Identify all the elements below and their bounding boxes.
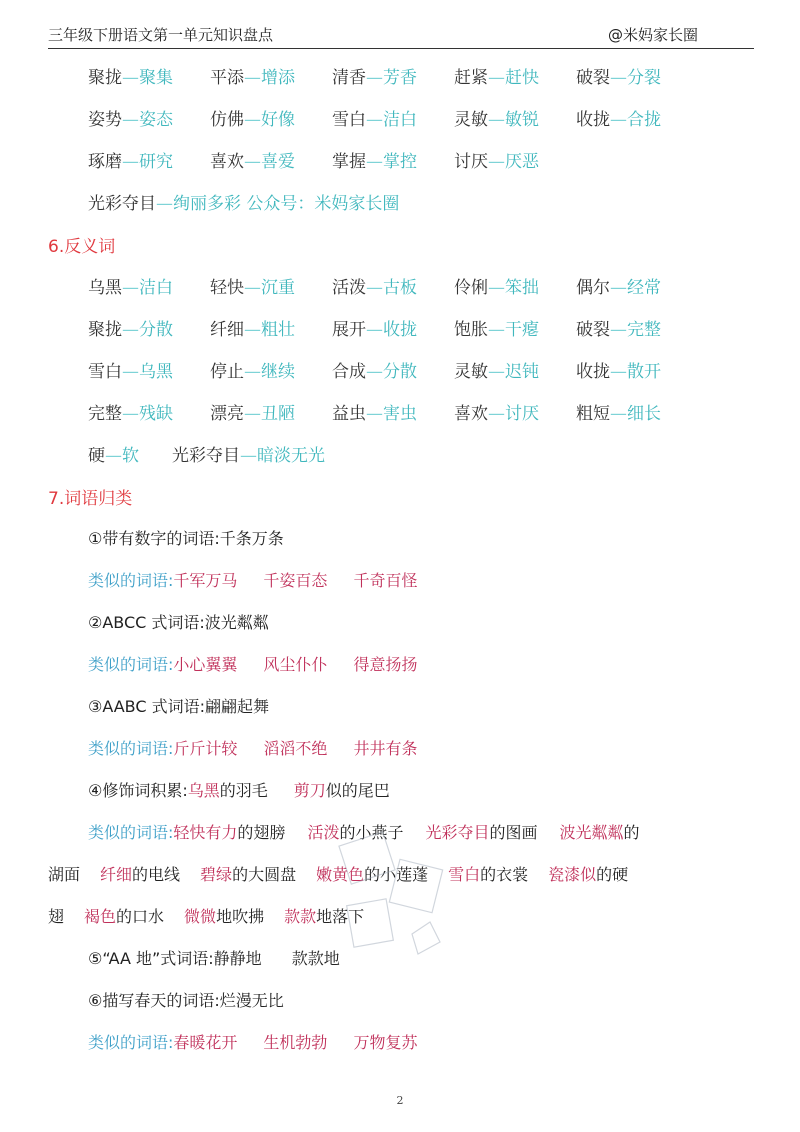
- word-pair: 讨厌—厌恶: [454, 152, 539, 172]
- word-pair: 漂亮—丑陋: [210, 404, 295, 424]
- similar-label: 类似的词语:: [88, 823, 174, 842]
- word-pair: 光彩夺目—绚丽多彩 公众号：米妈家长圈: [88, 194, 400, 214]
- page-number: 2: [396, 1094, 404, 1107]
- word-pair: 仿佛—好像: [210, 110, 295, 130]
- similar-label: 类似的词语:: [88, 571, 174, 590]
- word-pair: 赶紧—赶快: [454, 68, 539, 88]
- word-pair: 展开—收拢: [332, 320, 417, 340]
- word-pair: 停止—继续: [210, 362, 295, 382]
- word-pair: 清香—芳香: [332, 68, 417, 88]
- similar-words-4-continued: 翅 褐色的口水 微微地吹拂 款款地落下: [48, 907, 365, 926]
- word-pair: 乌黑—洁白: [88, 278, 173, 298]
- similar-words-6: 类似的词语:春暖花开 生机勃勃 万物复苏: [88, 1033, 418, 1052]
- word-pair: 掌握—掌控: [332, 152, 417, 172]
- word-pair: 喜欢—喜爱: [210, 152, 295, 172]
- similar-label: 类似的词语:: [88, 655, 174, 674]
- section-title-antonyms: 6.反义词: [48, 237, 116, 257]
- classify-item-1: ①带有数字的词语:千条万条: [88, 529, 284, 548]
- word-pair: 喜欢—讨厌: [454, 404, 539, 424]
- word-pair: 灵敏—迟钝: [454, 362, 539, 382]
- word-pair: 轻快—沉重: [210, 278, 295, 298]
- classify-item-6: ⑥描写春天的词语:烂漫无比: [88, 991, 284, 1010]
- classify-item-4: ④修饰词积累:乌黑的羽毛 剪刀似的尾巴: [88, 781, 390, 800]
- similar-label: 类似的词语:: [88, 739, 174, 758]
- word-pair: 平添—增添: [210, 68, 295, 88]
- watermark-stamp: [332, 824, 462, 974]
- classify-item-2: ②ABCC 式词语:波光粼粼: [88, 613, 269, 632]
- word-pair: 雪白—乌黑: [88, 362, 173, 382]
- classify-item-5: ⑤“AA 地”式词语:静静地 款款地: [88, 949, 340, 968]
- word-pair: 饱胀—干瘪: [454, 320, 539, 340]
- word-pair: 聚拢—分散: [88, 320, 173, 340]
- word-pair: 合成—分散: [332, 362, 417, 382]
- word-pair: 光彩夺目—暗淡无光: [172, 446, 325, 466]
- word-pair: 破裂—完整: [576, 320, 661, 340]
- header-title: 三年级下册语文第一单元知识盘点: [48, 26, 274, 44]
- word-pair: 姿势—姿态: [88, 110, 173, 130]
- word-pair: 硬—软: [88, 446, 139, 466]
- word-pair: 粗短—细长: [576, 404, 661, 424]
- word-pair: 琢磨—研究: [88, 152, 173, 172]
- word-pair: 益虫—害虫: [332, 404, 417, 424]
- classify-item-3: ③AABC 式词语:翩翩起舞: [88, 697, 270, 716]
- word-pair: 偶尔—经常: [576, 278, 661, 298]
- similar-words-1: 类似的词语:千军万马 千姿百态 千奇百怪: [88, 571, 418, 590]
- word-pair: 伶俐—笨拙: [454, 278, 539, 298]
- similar-words-4-continued: 湖面 纤细的电线 碧绿的大圆盘 嫩黄色的小莲蓬 雪白的衣裳 瓷漆似的硬: [48, 865, 629, 884]
- word-pair: 活泼—古板: [332, 278, 417, 298]
- word-pair: 聚拢—聚集: [88, 68, 173, 88]
- similar-words-4: 类似的词语:轻快有力的翅膀 活泼的小燕子 光彩夺目的图画 波光粼粼的: [88, 823, 640, 842]
- similar-words-2: 类似的词语:小心翼翼 风尘仆仆 得意扬扬: [88, 655, 418, 674]
- page-header: [48, 18, 754, 49]
- word-pair: 雪白—洁白: [332, 110, 417, 130]
- word-pair: 破裂—分裂: [576, 68, 661, 88]
- word-pair: 灵敏—敏锐: [454, 110, 539, 130]
- header-account: @米妈家长圈: [607, 26, 698, 44]
- section-title-classify: 7.词语归类: [48, 489, 133, 509]
- word-pair: 收拢—散开: [576, 362, 661, 382]
- similar-words-3: 类似的词语:斤斤计较 滔滔不绝 井井有条: [88, 739, 418, 758]
- similar-label: 类似的词语:: [88, 1033, 174, 1052]
- word-pair: 纤细—粗壮: [210, 320, 295, 340]
- word-pair: 收拢—合拢: [576, 110, 661, 130]
- word-pair: 完整—残缺: [88, 404, 173, 424]
